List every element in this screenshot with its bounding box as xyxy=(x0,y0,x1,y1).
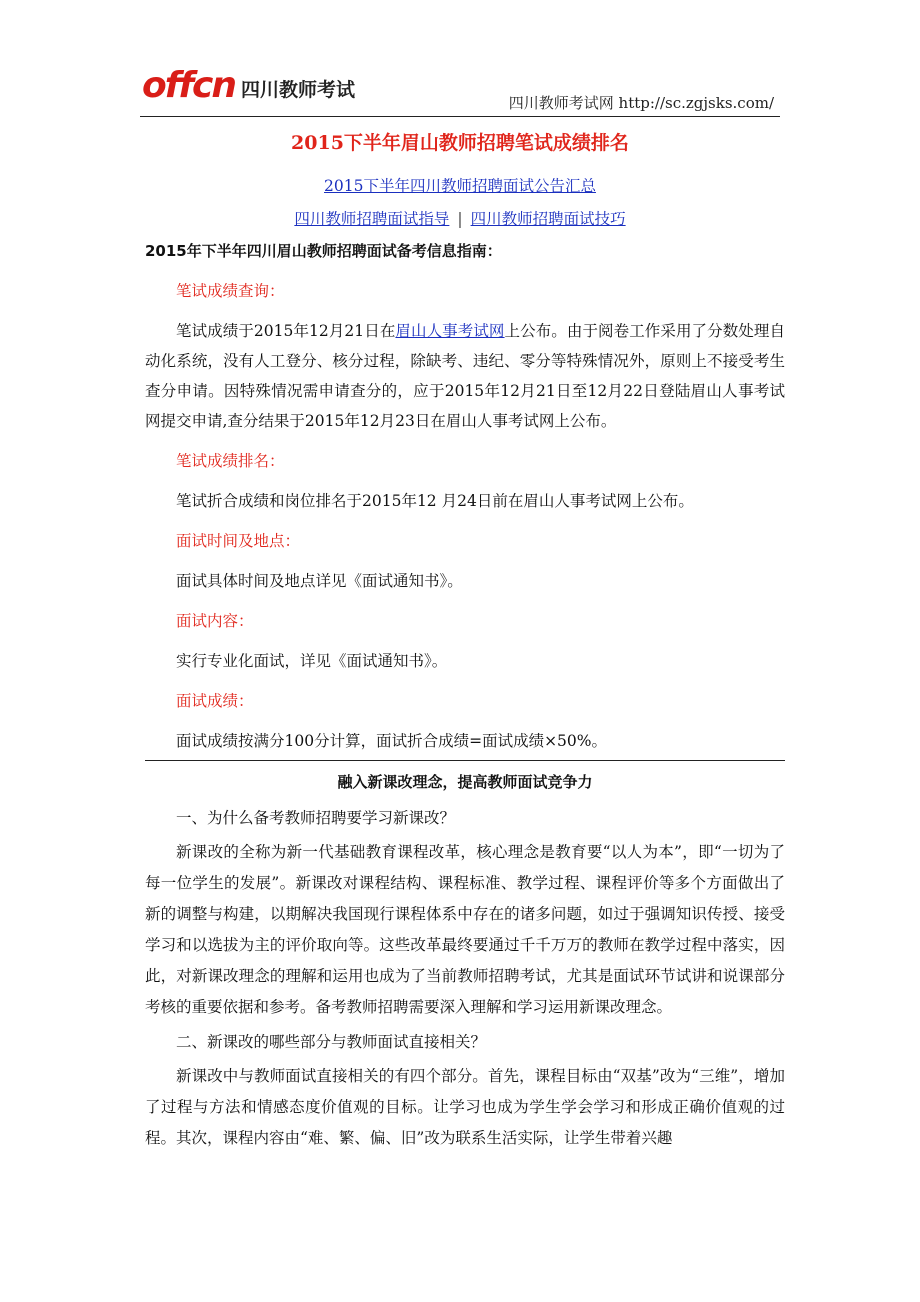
page-header xyxy=(140,62,780,114)
question-heading: 二、新课改的哪些部分与教师面试直接相关？ xyxy=(176,1033,487,1051)
section-heading: 笔试成绩查询： xyxy=(176,282,285,300)
section-body: 笔试折合成绩和岗位排名于2015年12 月24日前在眉山人事考试网上公布。 xyxy=(176,492,694,510)
section-body: 面试成绩按满分100分计算，面试折合成绩=面试成绩×50%。 xyxy=(176,732,608,750)
logo-brand: offcn xyxy=(142,65,236,106)
section-body: 实行专业化面试，详见《面试通知书》。 xyxy=(176,652,448,670)
answer-paragraph: 新课改的全称为新一代基础教育课程改革，核心理念是教育要“以人为本”，即“一切为了每一位学生的发展”。新课改对课程结构、课程标准、教学过程、课程评价等多个方面做出了新的调整与构建，以期解决我国现行课程体系中存在的诸多问题，如过于强调知识传授、接受学习和以选拔为主的评价取向等。这些改革最终要通过千千万万的教师在教学过程中落实，因此，对新课改理念的理解和运用也成为了当前教师招聘考试，尤其是面试环节试讲和说课部分考核的重要依据和参考。备考教师招聘需要深入理解和学习运用新课改理念。 xyxy=(145,843,785,1016)
link-separator: | xyxy=(457,210,463,228)
section-heading: 面试内容： xyxy=(176,612,254,630)
section-body xyxy=(145,316,785,436)
guide-heading: 2015年下半年四川眉山教师招聘面试备考信息指南： xyxy=(145,242,502,260)
header-divider xyxy=(140,116,780,117)
answer-paragraph: 新课改中与教师面试直接相关的有四个部分。首先，课程目标由“双基”改为“三维”，增加了过程与方法和情感态度价值观的目标。让学习也成为学生学会学习和形成正确价值观的过程。其次，课程内容由“难、繁、偏、旧”改为联系生活实际，让学生带着兴趣 xyxy=(145,1067,785,1147)
question-heading: 一、为什么备考教师招聘要学习新课改？ xyxy=(176,809,456,827)
body-text: 笔试成绩于2015年12月21日在 xyxy=(176,322,396,340)
offcn-logo xyxy=(142,66,355,106)
section-heading: 面试时间及地点： xyxy=(176,532,301,550)
interview-tips-link[interactable]: 四川教师招聘面试技巧 xyxy=(470,210,626,228)
logo-text: 四川教师考试 xyxy=(241,79,356,101)
section-heading: 面试成绩： xyxy=(176,692,254,710)
interview-guide-link[interactable]: 四川教师招聘面试指导 xyxy=(294,210,450,228)
section-body: 面试具体时间及地点详见《面试通知书》。 xyxy=(176,572,463,590)
guide-links-row xyxy=(0,207,920,229)
body-text: 上公布。由于阅卷工作采用了分数处理自动化系统，没有人工登分、核分过程，除缺考、违纪、零分等特殊情况外，原则上不接受考生查分申请。因特殊情况需申请查分的，应于2015年12月21日至12月22日登陆眉山人事考试网提交申请,查分结果于2015年12月23日在眉山人事考试网上公布。 xyxy=(145,322,785,430)
section-divider xyxy=(145,760,785,761)
article-title: 融入新课改理念，提高教师面试竞争力 xyxy=(337,773,593,791)
page-title: 2015下半年眉山教师招聘笔试成绩排名 xyxy=(291,132,629,154)
article-content xyxy=(145,236,785,1158)
meishan-exam-site-link[interactable]: 眉山人事考试网 xyxy=(395,322,505,340)
section-heading: 笔试成绩排名： xyxy=(176,452,285,470)
summary-link-row xyxy=(0,174,920,196)
summary-link[interactable]: 2015下半年四川教师招聘面试公告汇总 xyxy=(324,177,596,195)
site-url: 四川教师考试网 http://sc.zgjsks.com/ xyxy=(508,94,774,112)
